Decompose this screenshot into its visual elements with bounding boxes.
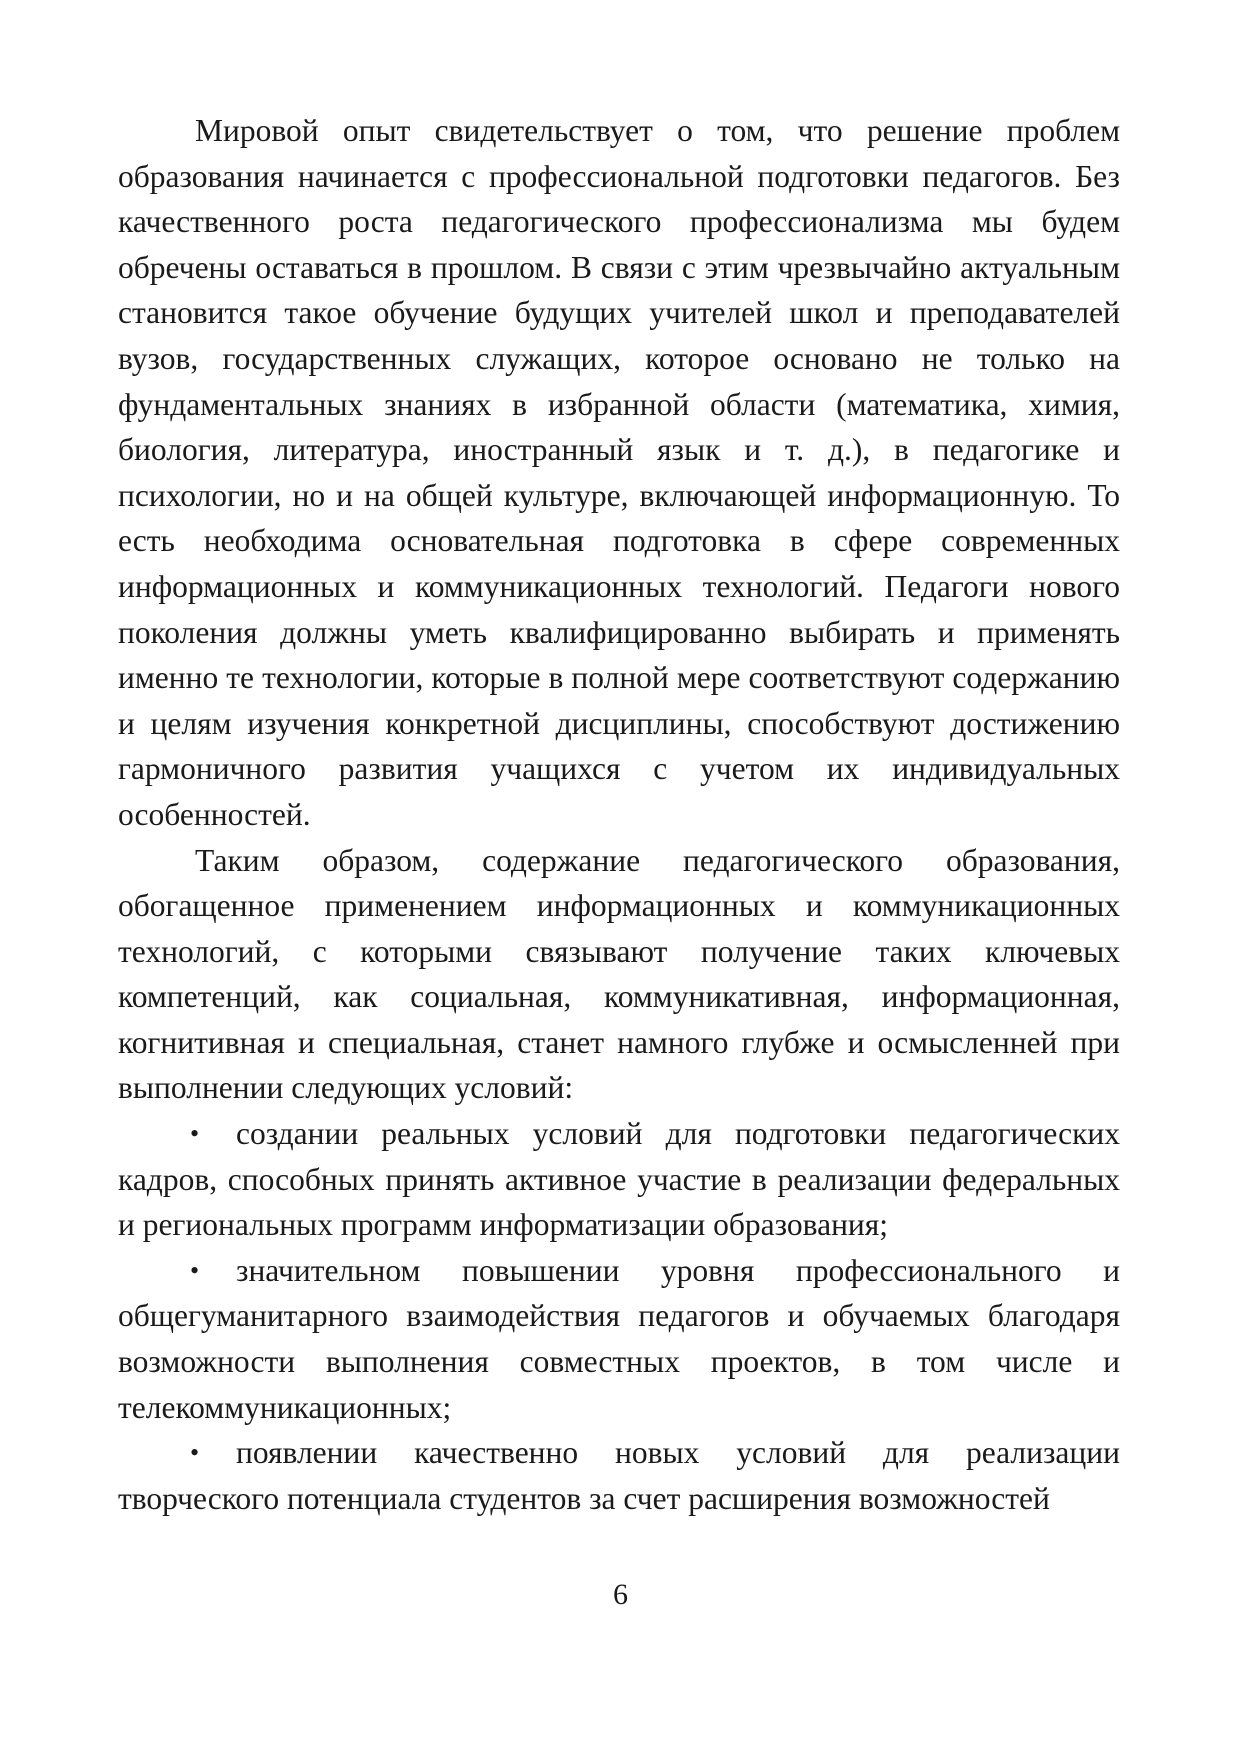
bullet-icon: • (190, 1255, 200, 1285)
list-item-text: появлении качественно новых условий для реализации творческого потенциала студентов за счет расширения возможностей (118, 1435, 1120, 1516)
paragraph-world-experience: Мировой опыт свидетельствует о том, что решение проблем образования начинается с профессиональной подготовки педагогов. Без качественного роста педагогического профессионализма мы будем обречены оставаться в прошлом. В связи с этим чрезвычайно актуальным становится такое обучение будущих учителей школ и преподавателей вузов, государственных служащих, которое основано не только на фундаментальных знаниях в избранной области (математика, химия, биология, литература, иностранный язык и т. д.), в педагогике и психологии, но и на общей культуре, включающей информационную. То есть необходима основательная подготовка в сфере современных информационных и коммуникационных технологий. Педагоги нового поколения должны уметь квалифицированно выбирать и применять именно те технологии, которые в полной мере соответствуют содержанию и целям изучения конкретной дисциплины, способствуют достижению гармоничного развития учащихся с учетом их индивидуальных особенностей. (118, 113, 1120, 832)
list-item (118, 1111, 1120, 1248)
bullet-icon: • (190, 1119, 200, 1149)
page-number: 6 (613, 1578, 628, 1611)
list-item-text: создании реальных условий для подготовки педагогических кадров, способных принять активное участие в реализации федеральных и региональных программ информатизации образования; (118, 1116, 1120, 1243)
paragraph-conclusion: Таким образом, содержание педагогического образования, обогащенное применением информационных и коммуникационных технологий, с которыми связывают получение таких ключевых компетенций, как социальная, коммуникативная, информационная, когнитивная и специальная, станет намного глубже и осмысленней при выполнении следующих условий: (118, 842, 1120, 1106)
page-body (118, 108, 1120, 1521)
bullet-icon: • (190, 1438, 200, 1468)
list-item (118, 1430, 1120, 1521)
list-item (118, 1248, 1120, 1430)
list-item-text: значительном повышении уровня профессионального и общегуманитарного взаимодействия педагогов и обучаемых благодаря возможности выполнения совместных проектов, в том числе и телекоммуникационных; (118, 1252, 1120, 1425)
conditions-list (118, 1111, 1120, 1521)
